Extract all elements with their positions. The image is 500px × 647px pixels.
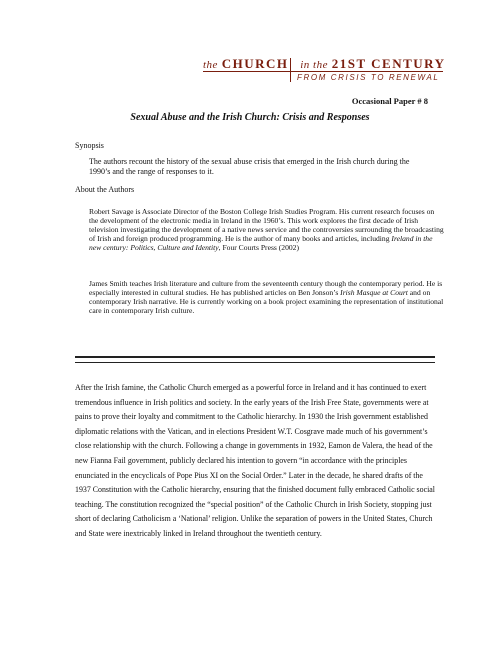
section-divider	[75, 356, 435, 363]
smith-bio-text-before: James Smith teaches Irish literature and culture from the seventeenth century though the contemporary period. He is especially interested in cultural studies. He has published articles on Ben Jonson’s	[89, 279, 443, 297]
smith-bio	[89, 279, 444, 315]
logo-the: the	[203, 59, 218, 71]
logo-church: CHURCH	[221, 56, 289, 71]
paper-number: Occasional Paper # 8	[351, 96, 428, 106]
logo-rule	[203, 71, 443, 72]
logo-divider	[290, 58, 291, 82]
logo-century: 21ST CENTURY	[331, 56, 446, 71]
about-authors-heading: About the Authors	[75, 185, 135, 194]
savage-book-title: Ireland in the new century: Politics, Culture and Identity	[89, 234, 433, 252]
logo-in-the: in the	[300, 59, 328, 71]
smith-work-title: Irish Masque at Court	[340, 288, 408, 297]
synopsis-heading: Synopsis	[75, 141, 104, 150]
document-title: Sexual Abuse and the Irish Church: Crisis and Responses	[130, 112, 370, 123]
savage-bio	[89, 207, 444, 252]
synopsis-text: The authors recount the history of the sexual abuse crisis that emerged in the Irish church during the 1990’s and the range of responses to it.	[89, 157, 410, 176]
smith-bio-text-after: and on contemporary Irish narrative. He is currently working on a book project examining the representation of institutional care in contemporary Irish culture.	[89, 288, 444, 315]
savage-book-publisher: , Four Courts Press (2002)	[218, 243, 300, 252]
body-paragraph: After the Irish famine, the Catholic Church emerged as a powerful force in Ireland and it has continued to exert tremendous influence in Irish politics and society. In the early years of the Irish Free State, governments were at pains to prove their loyalty and commitment to the Catholic hierarchy. In 1930 the Irish government established diplomatic relations with the Vatican, and in elections President W.T. Cosgrave made much of his government’s close relationship with the church. Following a change in governments in 1932, Eamon de Valera, the head of the new Fianna Fail government, publicly declared his intention to govern “in accordance with the principles enunciated in the encyclicals of Pope Pius XI on the Social Order.” Later in the decade, he shared drafts of the 1937 Constitution with the Catholic hierarchy, ensuring that the finished document fully embraced Catholic social teaching. The constitution recognized the “special position” of the Catholic Church in Irish Society, stopping just short of declaring Catholicism a ‘National’ religion. Unlike the separation of powers in the United States, Church and State were inextricably linked in Ireland throughout the twentieth century.	[75, 383, 435, 538]
church-21st-century-logo	[203, 56, 446, 88]
logo-subtitle: FROM CRISIS TO RENEWAL	[297, 73, 440, 82]
savage-bio-text: Robert Savage is Associate Director of the Boston College Irish Studies Program. His current research focuses on the development of the electronic media in Ireland in the 1960’s. This work explores the first decade of Irish television investigating the development of a native news service and the controversies surrounding the broadcasting of Irish and foreign produced programming. He is the author of many books and articles, including	[89, 207, 444, 243]
